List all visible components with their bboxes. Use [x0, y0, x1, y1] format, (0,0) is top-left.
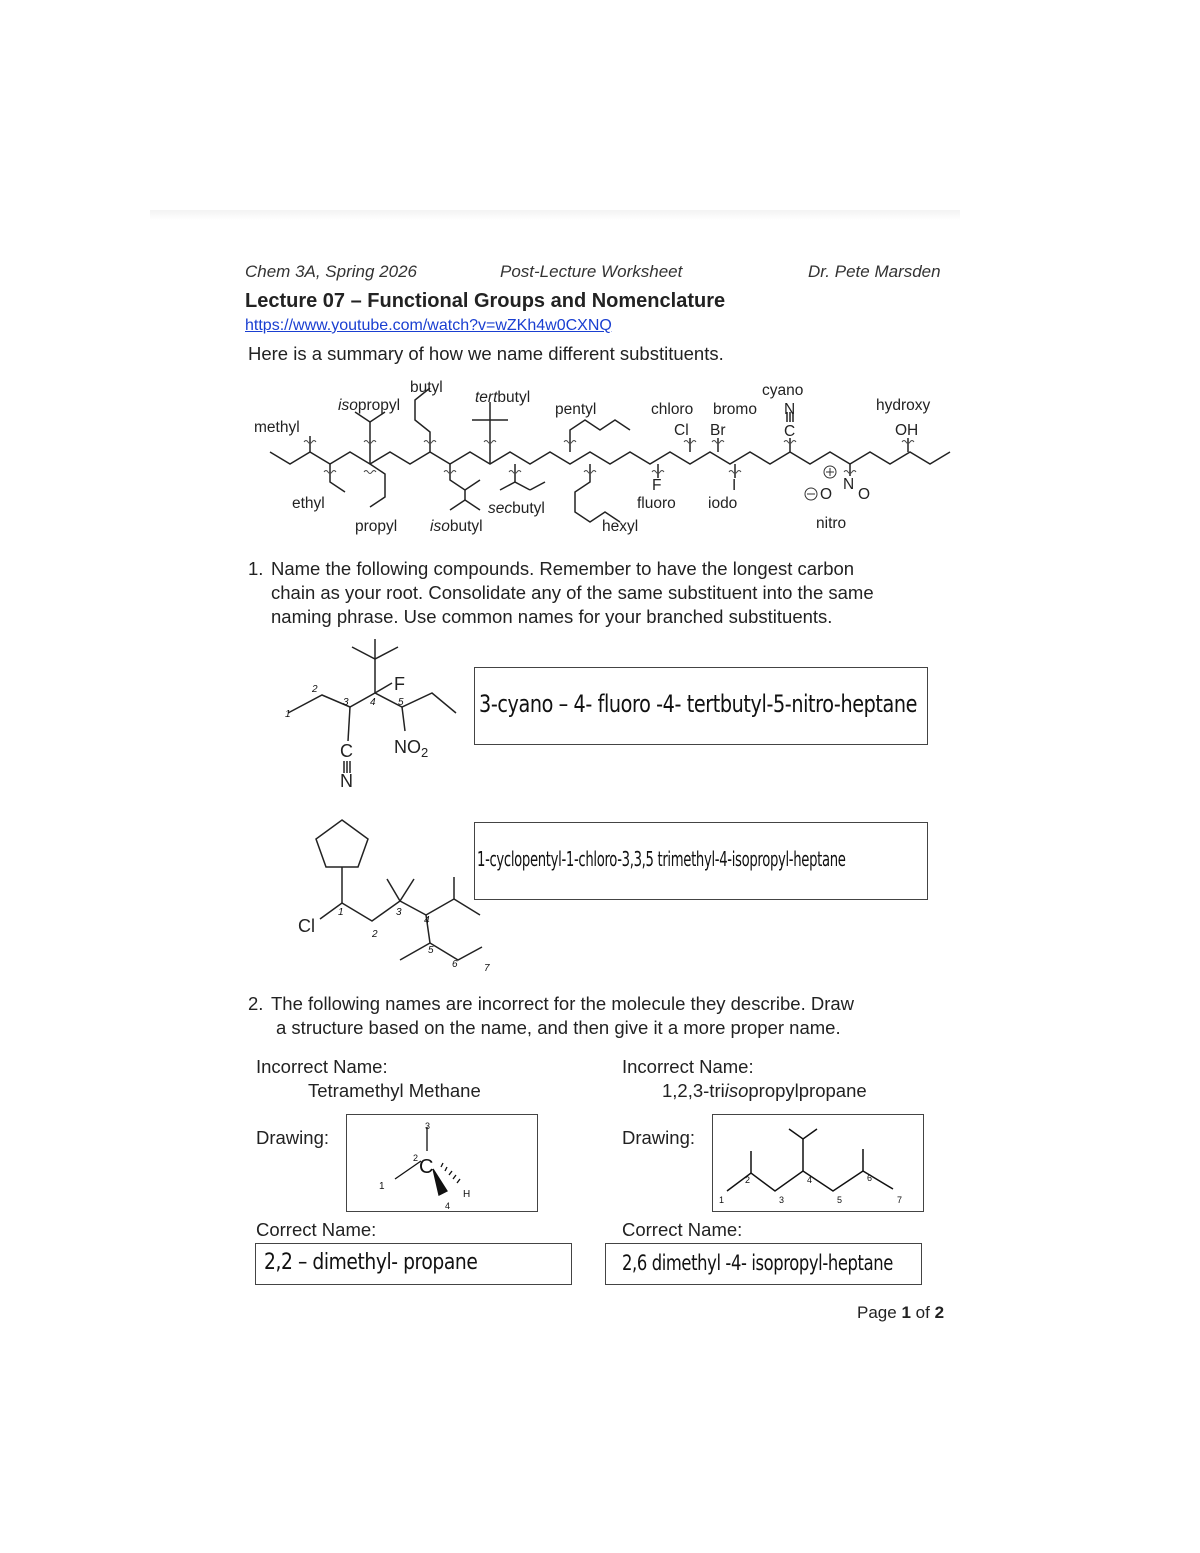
sketch-number-4: 4 [445, 1201, 451, 1211]
answer-1: 3-cyano – 4- fluoro -4- tertbutyl-5-nitro-heptane [479, 690, 918, 718]
carbon-number-3: 3 [343, 697, 349, 708]
right-incorrect-name [662, 1079, 867, 1103]
atom-cl: Cl [298, 916, 315, 936]
video-link[interactable]: https://www.youtube.com/watch?v=wZKh4w0CXNQ [245, 317, 612, 334]
worksheet-label: Post-Lecture Worksheet [500, 262, 683, 281]
page-of: of [915, 1303, 930, 1322]
carbon-number-5: 5 [428, 945, 434, 956]
page-number: 1 [901, 1303, 911, 1322]
page-total: 2 [934, 1303, 945, 1322]
course-label: Chem 3A, Spring 2026 [245, 262, 417, 281]
sketch-number-3: 3 [425, 1121, 431, 1131]
left-drawing-box[interactable] [346, 1114, 538, 1212]
q2-prompt-line1: The following names are incorrect for the molecule they describe. Draw [271, 993, 855, 1014]
sketch-hydrogen: H [463, 1189, 471, 1200]
sketch-number-5: 5 [837, 1195, 843, 1205]
right-incorrect-pre: 1,2,3-tri [662, 1080, 725, 1101]
left-correct-label: Correct Name: [256, 1219, 377, 1240]
right-incorrect-label: Incorrect Name: [622, 1056, 754, 1077]
label-nitro: nitro [816, 515, 847, 532]
right-drawing-label: Drawing: [622, 1127, 695, 1148]
atom-cl: Cl [674, 422, 689, 439]
carbon-number-4: 4 [370, 697, 376, 708]
label-secbutyl: secbutyl [488, 500, 545, 517]
label-isopropyl: isopropyl [338, 397, 401, 414]
carbon-number-1: 1 [338, 907, 344, 918]
label-methyl: methyl [254, 419, 300, 436]
right-correct-box[interactable] [605, 1243, 922, 1285]
answer-2: 1-cyclopentyl-1-chloro-3,3,5 trimethyl-4-isopropyl-heptane [477, 847, 846, 871]
label-bromo: bromo [713, 401, 757, 418]
atom-oh: OH [895, 422, 919, 439]
label-ethyl: ethyl [292, 495, 325, 512]
label-fluoro: fluoro [637, 495, 676, 512]
substituent-diagram [240, 372, 960, 542]
label-butyl: butyl [410, 379, 443, 396]
sketch-carbon: C [419, 1156, 434, 1178]
atom-no2: $NO_2$ [394, 737, 429, 760]
carbon-number-1: 1 [285, 709, 291, 720]
label-iodo: iodo [708, 495, 738, 512]
right-incorrect-iso: iso [724, 1080, 749, 1101]
q1-number: 1. [248, 558, 264, 579]
molecule-1 [280, 635, 470, 795]
left-correct-box[interactable] [255, 1243, 572, 1285]
right-correct-label: Correct Name: [622, 1219, 743, 1240]
label-tertbutyl: tertbutyl [475, 389, 531, 406]
atom-n: N [340, 771, 353, 791]
label-cyano: cyano [762, 382, 804, 399]
instructor-label: Dr. Pete Marsden [808, 262, 941, 281]
atom-nitro-o2: O [858, 486, 871, 503]
q1-prompt-line2: chain as your root. Consolidate any of the same substituent into the same [271, 582, 874, 603]
page-indicator [857, 1303, 944, 1323]
carbon-number-4: 4 [424, 915, 430, 926]
sketch-number-2: 2 [413, 1153, 419, 1163]
page-prefix: Page [857, 1303, 897, 1322]
atom-br: Br [710, 422, 726, 439]
answer-box-1[interactable] [474, 667, 928, 745]
atom-nitro-o1: O [820, 486, 833, 503]
sketch-number-4: 4 [807, 1175, 813, 1185]
left-incorrect-name: Tetramethyl Methane [308, 1080, 481, 1101]
q1-prompt-line1: Name the following compounds. Remember to have the longest carbon [271, 558, 855, 579]
left-drawing-label: Drawing: [256, 1127, 329, 1148]
atom-cyano-c: C [784, 423, 796, 440]
scan-shadow [150, 210, 960, 220]
q2-number: 2. [248, 993, 264, 1014]
sketch-number-1: 1 [719, 1195, 725, 1205]
label-hydroxy: hydroxy [876, 397, 931, 414]
label-isobutyl: isobutyl [430, 518, 483, 535]
carbon-number-2: 2 [372, 929, 378, 940]
sketch-number-7: 7 [897, 1195, 903, 1205]
label-pentyl: pentyl [555, 401, 597, 418]
label-propyl: propyl [355, 518, 398, 535]
q1-prompt-line3: naming phrase. Use common names for your branched substituents. [271, 606, 833, 627]
carbon-number-5: 5 [398, 697, 404, 708]
summary-intro: Here is a summary of how we name different substituents. [248, 343, 724, 364]
label-hexyl: hexyl [602, 518, 639, 535]
left-correct-name: 2,2 – dimethyl- propane [264, 1250, 478, 1275]
q2-prompt-line2: a structure based on the name, and then give it a more proper name. [276, 1017, 841, 1038]
right-sketch [713, 1115, 923, 1211]
molecule-2 [290, 815, 500, 980]
left-incorrect-label: Incorrect Name: [256, 1056, 388, 1077]
carbon-number-2: 2 [312, 684, 318, 695]
carbon-number-6: 6 [452, 959, 458, 970]
main-chain [270, 452, 950, 464]
sketch-number-6: 6 [867, 1173, 873, 1183]
atom-f: F [652, 477, 662, 494]
right-incorrect-post: propylpropane [748, 1080, 867, 1101]
atom-cyano-n: N [784, 401, 796, 418]
carbon-number-3: 3 [396, 907, 402, 918]
sketch-number-3: 3 [779, 1195, 785, 1205]
answer-box-2[interactable] [474, 822, 928, 900]
atom-c: C [340, 741, 353, 761]
atom-i: I [732, 477, 737, 494]
atom-f: F [394, 674, 405, 694]
left-sketch [347, 1115, 537, 1211]
sketch-number-1: 1 [379, 1181, 385, 1192]
atom-nitro-n: N [843, 476, 855, 493]
sketch-number-2: 2 [745, 1175, 751, 1185]
label-chloro: chloro [651, 401, 694, 418]
right-correct-name: 2,6 dimethyl -4- isopropyl-heptane [622, 1251, 893, 1275]
carbon-number-7: 7 [484, 963, 490, 974]
page-title: Lecture 07 – Functional Groups and Nomenclature [245, 290, 726, 312]
right-drawing-box[interactable] [712, 1114, 924, 1212]
